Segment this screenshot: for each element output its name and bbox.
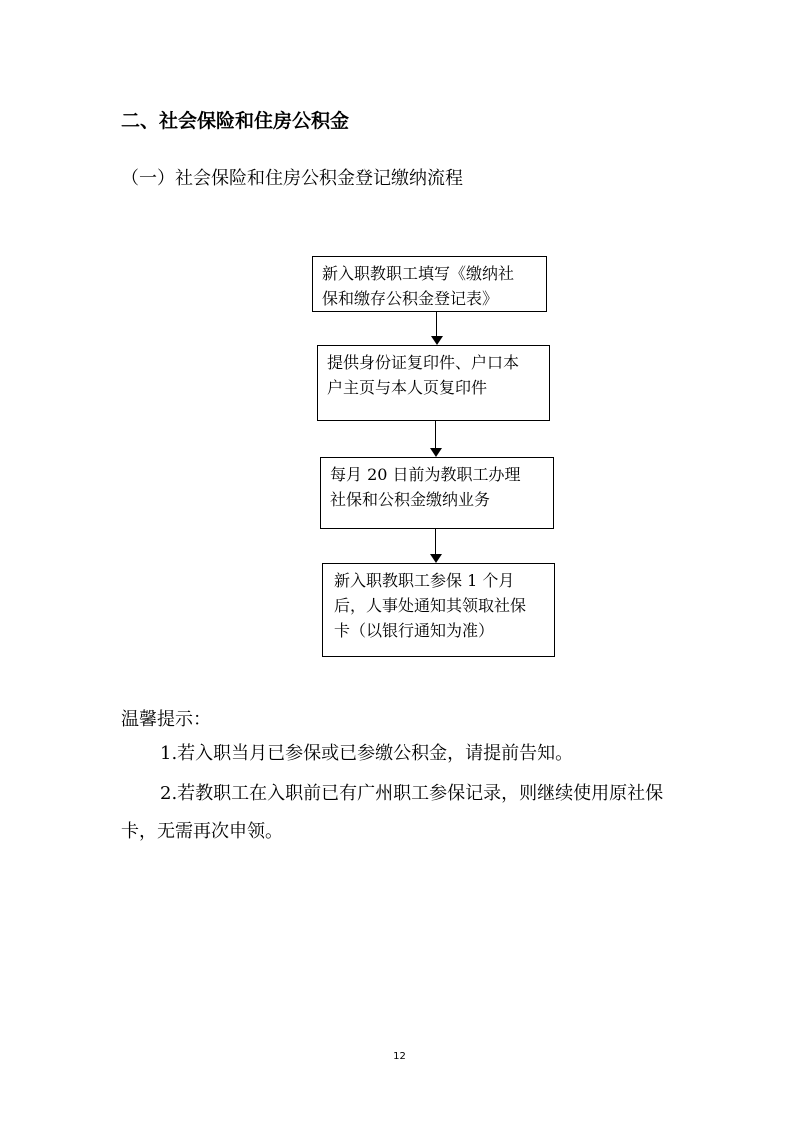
flow-step-1-line-1: 新入职教职工填写《缴纳社 — [322, 264, 515, 283]
sub-title: （一）社会保险和住房公积金登记缴纳流程 — [121, 168, 463, 189]
tip-item-1: 1.若入职当月已参保或已参缴公积金，请提前告知。 — [160, 743, 574, 764]
section-title: 二、社会保险和住房公积金 — [121, 110, 350, 132]
flow-arrow-1 — [431, 312, 443, 345]
tip-item-2-line-1: 2.若教职工在入职前已有广州职工参保记录，则继续使用原社保 — [160, 783, 664, 804]
page-number: 12 — [393, 1051, 406, 1062]
flow-step-1-line-2: 保和缴存公积金登记表》 — [322, 289, 499, 308]
tips-heading: 温馨提示： — [121, 709, 211, 730]
flow-step-4 — [322, 563, 555, 657]
flow-step-3-line-1: 每月 20 日前为教职工办理 — [330, 465, 521, 484]
flow-step-3 — [320, 457, 554, 529]
flow-step-2 — [317, 345, 550, 421]
flow-step-1 — [312, 256, 547, 312]
flow-step-2-line-1: 提供身份证复印件、户口本 — [327, 353, 520, 372]
flow-arrow-3 — [430, 529, 442, 563]
flow-step-3-line-2: 社保和公积金缴纳业务 — [330, 490, 491, 509]
flow-step-4-line-2: 后，人事处通知其领取社保 — [334, 596, 527, 615]
flow-arrow-2 — [430, 421, 442, 457]
flow-step-4-line-1: 新入职教职工参保 1 个月 — [334, 571, 515, 590]
tip-item-2-line-2: 卡，无需再次申领。 — [121, 821, 283, 842]
flow-step-2-line-2: 户主页与本人页复印件 — [327, 378, 488, 397]
flow-step-4-line-3: 卡（以银行通知为准） — [334, 621, 495, 640]
